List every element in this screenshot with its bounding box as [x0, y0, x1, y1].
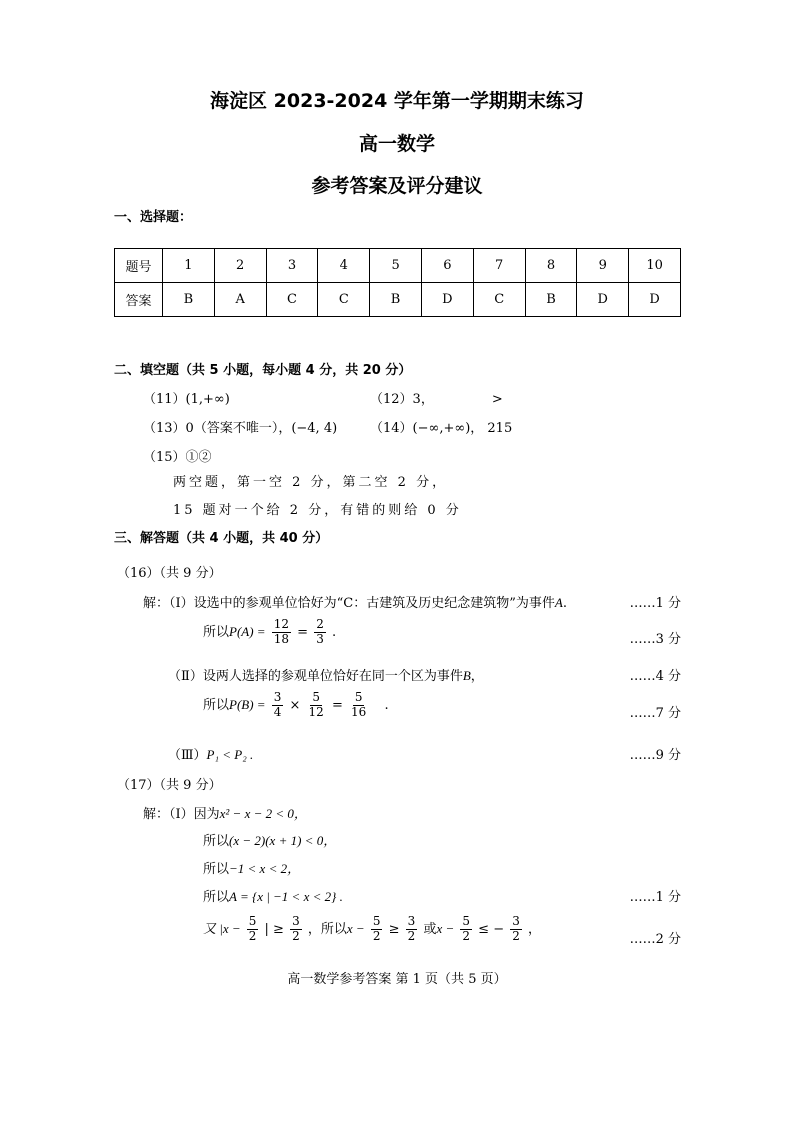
answer-table: [114, 248, 681, 317]
numerator: 3: [292, 914, 300, 928]
fraction: [272, 691, 284, 720]
fraction: [307, 691, 326, 720]
math-expr: x −: [436, 920, 455, 936]
problem-16-step-1: [143, 592, 567, 611]
math-op: ≤ −: [478, 921, 505, 937]
score-mark: ……1 分: [629, 890, 681, 905]
math-expr: P(B) =: [229, 696, 266, 712]
problem-17-label: （17）（共 9 分）: [117, 778, 222, 793]
math-expr: A = {x | −1 < x < 2} .: [229, 889, 343, 904]
problem-17-line-1: [143, 803, 307, 822]
table-cell: C: [473, 283, 525, 317]
denominator: 16: [351, 704, 367, 719]
problem-17-line-2: [203, 830, 336, 849]
fraction: [349, 691, 368, 720]
solution-text: （Ⅱ）设两人选择的参观单位恰好在同一个区为事件: [168, 669, 463, 684]
table-cell: B: [370, 283, 422, 317]
fraction: [314, 618, 326, 647]
math-op: | ≥: [264, 921, 284, 937]
solution-text: .: [562, 596, 567, 611]
math-expr: x² − x − 2 < 0，: [219, 806, 307, 821]
table-row-questions: [115, 249, 681, 283]
score-mark: ……9 分: [629, 748, 681, 763]
grading-note: 15 题对一个给 2 分，有错的则给 0 分: [173, 503, 462, 518]
answer-q14: [370, 417, 512, 436]
question-number: （15）: [143, 450, 186, 465]
math-expr: (x − 2)(x + 1) < 0，: [229, 833, 337, 848]
fraction: [247, 915, 259, 944]
math-op: =: [331, 697, 343, 713]
denominator: 2: [372, 928, 381, 943]
table-cell: B: [163, 283, 215, 317]
answer-value: 0（答案不唯一），(−4, 4): [185, 421, 338, 436]
section-solutions-heading: 三、解答题（共 4 小题，共 40 分）: [114, 531, 329, 546]
denominator: 3: [316, 631, 324, 646]
table-cell: 1: [163, 249, 215, 283]
problem-16-step-3: [168, 665, 484, 684]
score-mark: ……1 分: [629, 596, 681, 611]
fraction: [371, 915, 383, 944]
denominator: 2: [462, 928, 471, 943]
section-fill-in-heading: 二、填空题（共 5 小题，每小题 4 分，共 20 分）: [114, 363, 412, 378]
answer-value: (−∞,+∞)， 215: [412, 421, 513, 436]
answer-key-title: 参考答案及评分建议: [311, 175, 483, 197]
math-op: ×: [289, 697, 301, 713]
table-cell: 5: [370, 249, 422, 283]
answer-q15: [143, 446, 212, 465]
problem-17-line-3: [203, 858, 300, 877]
table-cell: 3: [266, 249, 318, 283]
solution-text: 或: [423, 921, 437, 937]
numerator: 5: [354, 690, 363, 704]
math-expr: x −: [346, 920, 365, 936]
grading-note: 两空题，第一空 2 分，第二空 2 分，: [173, 475, 449, 490]
denominator: 2: [407, 928, 416, 943]
problem-16-step-2: [203, 618, 336, 647]
score-mark: ……2 分: [629, 932, 681, 947]
solution-text: 所以: [203, 624, 230, 640]
solution-text: （Ⅲ）: [168, 748, 207, 763]
math-expr: −1 < x < 2，: [229, 861, 301, 876]
denominator: 2: [512, 928, 520, 943]
numerator: 5: [312, 690, 320, 704]
table-cell: 4: [318, 249, 370, 283]
table-cell: 8: [525, 249, 577, 283]
score-mark: ……4 分: [629, 669, 681, 684]
numerator: 3: [273, 690, 282, 704]
solution-text: .: [384, 697, 389, 713]
fraction: [460, 915, 472, 944]
table-cell: 10: [629, 249, 681, 283]
numerator: 3: [512, 914, 520, 928]
answer-q13: [143, 417, 337, 436]
solution-text: 所以: [203, 834, 230, 849]
solution-text: 解：（Ⅰ）设选中的参观单位恰好为“C：古建筑及历史纪念建筑物”为事件: [143, 596, 555, 611]
solution-text: 所以: [203, 862, 230, 877]
problem-16-label: （16）（共 9 分）: [117, 566, 222, 581]
table-cell: 6: [421, 249, 473, 283]
math-expr: P₁ < P₂ .: [206, 747, 254, 762]
fraction: [510, 915, 522, 944]
problem-17-line-4: [203, 886, 343, 905]
subject-title: 高一数学: [358, 133, 435, 155]
question-number: （12）: [370, 392, 413, 407]
denominator: 2: [292, 928, 300, 943]
score-mark: ……3 分: [629, 632, 681, 647]
table-cell: C: [318, 283, 370, 317]
math-expr: 又 |x −: [203, 920, 241, 936]
table-cell: A: [214, 283, 266, 317]
table-cell: D: [421, 283, 473, 317]
math-expr: P(A) =: [229, 623, 266, 639]
math-op: =: [297, 624, 309, 640]
table-row-answers: [115, 283, 681, 317]
score-mark: ……7 分: [629, 706, 681, 721]
page-title: 海淀区 2023-2024 学年第一学期期末练习: [210, 90, 584, 112]
denominator: 4: [273, 704, 282, 719]
question-number: （14）: [370, 421, 413, 436]
fraction: [406, 915, 418, 944]
question-number: （13）: [143, 421, 186, 436]
table-header-answer: 答案: [115, 283, 163, 317]
problem-17-line-5: [203, 915, 541, 944]
fraction: [272, 618, 291, 647]
solution-text: ，: [470, 669, 484, 684]
numerator: 5: [248, 914, 257, 928]
numerator: 5: [372, 914, 381, 928]
table-cell: D: [577, 283, 629, 317]
problem-16-step-4: [203, 691, 389, 720]
solution-text: 所以: [203, 890, 230, 905]
numerator: 12: [273, 617, 289, 631]
fraction: [290, 915, 302, 944]
table-cell: 2: [214, 249, 266, 283]
table-cell: 9: [577, 249, 629, 283]
question-number: （11）: [143, 392, 186, 407]
denominator: 18: [273, 631, 289, 646]
table-cell: 7: [473, 249, 525, 283]
numerator: 2: [316, 617, 324, 631]
math-var: A: [554, 595, 563, 610]
solution-text: .: [331, 624, 337, 640]
table-header-question: 题号: [115, 249, 163, 283]
table-cell: C: [266, 283, 318, 317]
solution-text: 解：（Ⅰ）因为: [143, 807, 220, 822]
table-cell: D: [629, 283, 681, 317]
solution-text: ，: [528, 921, 542, 937]
math-var: B: [462, 668, 471, 683]
answer-q12: [370, 388, 503, 407]
solution-text: ，所以: [307, 921, 347, 937]
table-cell: B: [525, 283, 577, 317]
numerator: 3: [407, 914, 416, 928]
numerator: 5: [462, 914, 471, 928]
problem-16-step-5: [168, 744, 253, 763]
solution-text: 所以: [203, 697, 230, 713]
answer-value: (1,+∞): [185, 392, 230, 407]
denominator: 2: [248, 928, 257, 943]
denominator: 12: [308, 704, 324, 719]
section-multiple-choice-heading: 一、选择题：: [114, 210, 193, 225]
math-op: ≥: [388, 921, 400, 937]
answer-q11: [143, 388, 230, 407]
answer-value: ①②: [185, 450, 212, 465]
page-footer: 高一数学参考答案 第 1 页（共 5 页）: [287, 972, 507, 987]
answer-value: 3，: [412, 392, 434, 407]
answer-value: >: [491, 392, 503, 407]
